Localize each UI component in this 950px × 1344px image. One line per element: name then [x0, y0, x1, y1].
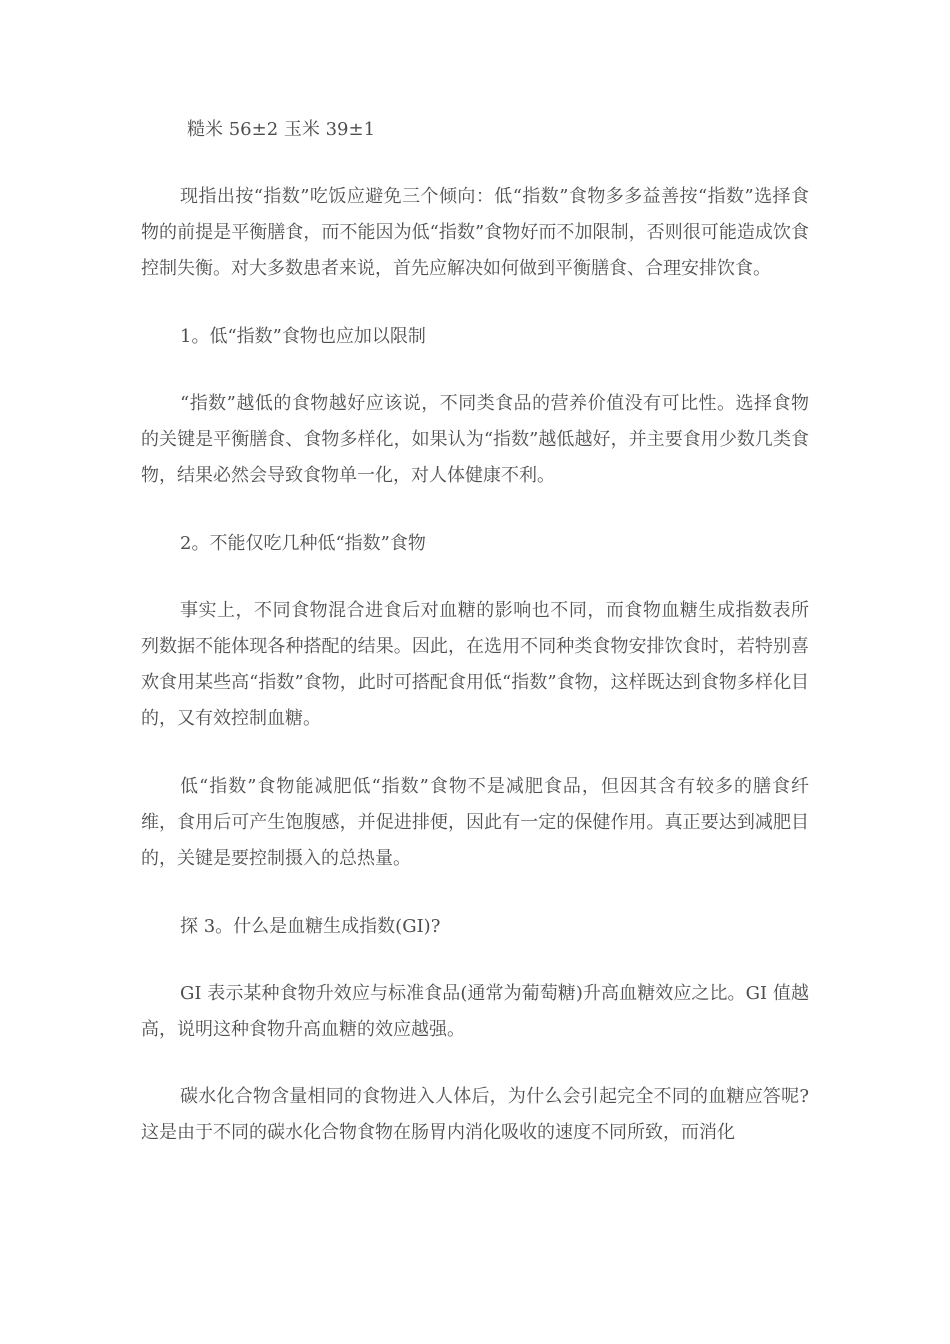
- heading-point-2: 2。不能仅吃几种低“指数”食物: [180, 533, 426, 554]
- heading-what-is-gi: 探 3。什么是血糖生成指数(GI)?: [180, 916, 441, 937]
- paragraph-weight-loss: 低“指数”食物能减肥低“指数”食物不是减肥食品，但因其含有较多的膳食纤维，食用后可产生饱腹感，并促进排便，因此有一定的保健作用。真正要达到减肥目的，关键是要控制摄入的总热量。: [141, 776, 809, 869]
- paragraph-point-1: “指数”越低的食物越好应该说，不同类食品的营养价值没有可比性。选择食物的关键是平衡膳食、食物多样化，如果认为“指数”越低越好，并主要食用少数几类食物，结果必然会导致食物单一化，对人体健康不利。: [141, 393, 809, 486]
- paragraph-gi-values: 糙米 56±2 玉米 39±1: [187, 119, 376, 140]
- document-body: [141, 112, 809, 1151]
- heading-point-1: 1。低“指数”食物也应加以限制: [180, 326, 426, 347]
- paragraph-gi-definition: GI 表示某种食物升效应与标准食品(通常为葡萄糖)升高血糖效应之比。GI 值越高，说明这种食物升高血糖的效应越强。: [141, 983, 809, 1040]
- paragraph-intro: 现指出按“指数”吃饭应避免三个倾向：低“指数”食物多多益善按“指数”选择食物的前提是平衡膳食，而不能因为低“指数”食物好而不加限制，否则很可能造成饮食控制失衡。对大多数患者来说，首先应解决如何做到平衡膳食、合理安排饮食。: [141, 186, 809, 279]
- paragraph-point-2: 事实上，不同食物混合进食后对血糖的影响也不同，而食物血糖生成指数表所列数据不能体现各种搭配的结果。因此，在选用不同种类食物安排饮食时，若特别喜欢食用某些高“指数”食物，此时可搭配食用低“指数”食物，这样既达到食物多样化目的，又有效控制血糖。: [141, 600, 809, 729]
- paragraph-carbohydrate: 碳水化合物含量相同的食物进入人体后，为什么会引起完全不同的血糖应答呢?这是由于不同的碳水化合物食物在肠胃内消化吸收的速度不同所致，而消化: [141, 1086, 809, 1143]
